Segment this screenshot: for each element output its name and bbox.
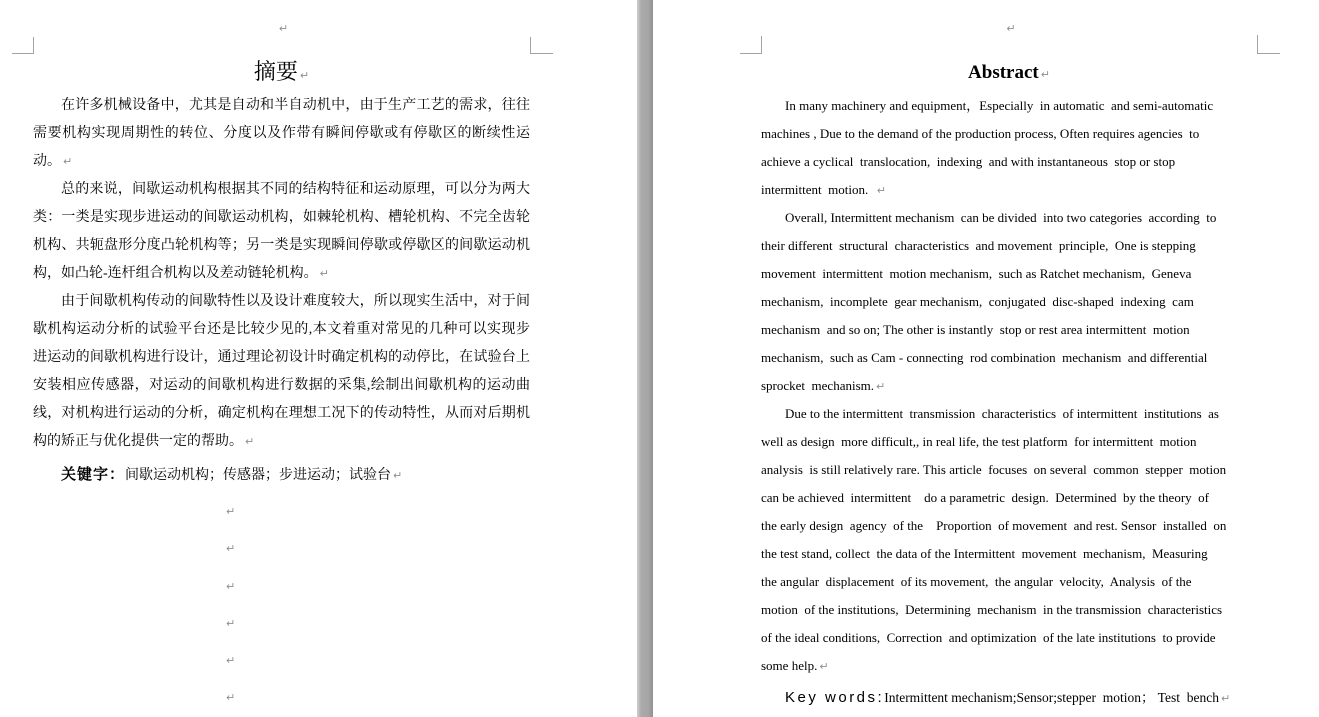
margin-crop-mark — [740, 36, 762, 54]
text-line: mechanism, such as Cam - connecting rod combination mechanism and differential — [761, 350, 1208, 365]
page-right[interactable] — [653, 0, 1319, 717]
margin-crop-mark — [530, 37, 553, 54]
keywords-text: 间歇运动机构；传感器；步进运动；试验台 — [125, 468, 392, 483]
paragraph-mark: ↵ — [226, 654, 236, 667]
keywords-text: Intermittent mechanism;Sensor;stepper motion； Test bench — [884, 690, 1219, 705]
text-line: 在许多机械设备中，尤其是自动和半自动机中，由于生产工艺的需求，往往 — [61, 98, 530, 113]
margin-crop-mark — [12, 37, 34, 54]
text-line: well as design more difficult,, in real life, the test platform for intermittent motion — [761, 434, 1197, 449]
margin-crop-mark — [1257, 35, 1280, 54]
page-gap-divider — [637, 0, 653, 717]
text-line: 安装相应传感器，对运动的间歇机构进行数据的采集,绘制出间歇机构的运动曲 — [33, 378, 530, 393]
text-line: 由于间歇机构传动的间歇特性以及设计难度较大，所以现实生活中，对于间 — [61, 294, 530, 309]
text-line: 机构、共轭盘形分度凸轮机构等；另一类是实现瞬间停歇或停歇区的间歇运动机 — [33, 238, 530, 253]
paragraph-mark: ↵ — [299, 69, 310, 82]
paragraph-mark: ↵ — [876, 380, 886, 393]
text-line: analysis is still relatively rare. This article focuses on several common stepper motion — [761, 462, 1227, 477]
text-line: 线，对机构进行运动的分析，确定机构在理想工况下的传动特性，从而对后期机 — [33, 406, 530, 421]
text-line: the test stand, collect the data of the Intermittent movement mechanism, Measuring — [761, 546, 1208, 561]
text-line: machines , Due to the demand of the production process, Often requires agencies to — [761, 126, 1200, 141]
paragraph-mark: ↵ — [245, 435, 255, 448]
text-line: intermittent motion. ↵ — [761, 182, 886, 197]
paragraph-mark: ↵ — [876, 184, 886, 197]
keywords-label: Key words: — [785, 689, 885, 706]
text-line: 构的矫正与优化提供一定的帮助。 ↵ — [33, 434, 255, 449]
text-line: 进运动的间歇机构进行设计，通过理论初设计时确定机构的动停比，在试验台上 — [33, 350, 530, 365]
left-page-title: 摘要 ↵ — [253, 59, 310, 84]
text-line: sprocket mechanism. ↵ — [761, 378, 886, 393]
text-line: mechanism, incomplete gear mechanism, conjugated disc-shaped indexing cam — [761, 294, 1194, 309]
text-line: mechanism and so on; The other is instantly stop or rest area intermittent motion — [761, 322, 1190, 337]
paragraph-mark: ↵ — [226, 580, 236, 593]
text-line: Due to the intermittent transmission characteristics of intermittent institutions as — [785, 406, 1219, 421]
paragraph-mark: ↵ — [319, 267, 329, 280]
page-left[interactable] — [0, 0, 637, 717]
paragraph-mark: ↵ — [226, 617, 236, 630]
keywords-line — [33, 461, 530, 489]
paragraph-mark: ↵ — [1006, 22, 1016, 35]
paragraph-mark: ↵ — [1040, 68, 1050, 81]
keywords-line — [761, 684, 1257, 712]
text-line: Overall, Intermittent mechanism can be divided into two categories according to — [785, 210, 1217, 225]
paragraph-mark: ↵ — [226, 691, 236, 704]
text-line: 构，如凸轮-连杆组合机构以及差动链轮机构。 ↵ — [33, 266, 329, 281]
paragraph-mark: ↵ — [278, 22, 289, 35]
text-line: the angular displacement of its movement, the angular velocity, Analysis of the — [761, 574, 1192, 589]
paragraph-mark: ↵ — [393, 469, 403, 482]
text-line: achieve a cyclical translocation, indexing and with instantaneous stop or stop — [761, 154, 1176, 169]
text-line: some help. ↵ — [761, 658, 829, 673]
text-line: 歇机构运动分析的试验平台还是比较少见的,本文着重对常见的几种可以实现步 — [33, 322, 530, 337]
paragraph-mark: ↵ — [819, 660, 829, 673]
paragraph-mark: ↵ — [226, 542, 236, 555]
text-line: movement intermittent motion mechanism, such as Ratchet mechanism, Geneva — [761, 266, 1192, 281]
text-line: of the ideal conditions, Correction and optimization of the late institutions to provide — [761, 630, 1216, 645]
text-line: motion of the institutions, Determining mechanism in the transmission characteristics — [761, 602, 1223, 617]
right-page-title: Abstract ↵ — [968, 62, 1050, 83]
keywords-label: 关键字： — [61, 466, 126, 483]
text-line: In many machinery and equipment，Especially in automatic and semi-automatic — [785, 98, 1214, 113]
text-line: 总的来说，间歇运动机构根据其不同的结构特征和运动原理，可以分为两大 — [61, 182, 530, 197]
text-line: can be achieved intermittent do a parametric design. Determined by the theory of — [761, 490, 1209, 505]
text-line: their different structural characteristics and movement principle, One is stepping — [761, 238, 1196, 253]
text-line: the early design agency of the Proportion of movement and rest. Sensor installed on — [761, 518, 1227, 533]
paragraph-mark: ↵ — [226, 505, 236, 518]
text-line: 动。 ↵ — [33, 154, 73, 169]
paragraph-mark: ↵ — [1220, 692, 1231, 705]
paragraph-mark: ↵ — [63, 155, 73, 168]
text-line: 类：一类是实现步进运动的间歇运动机构，如棘轮机构、槽轮机构、不完全齿轮 — [33, 210, 530, 225]
text-line: 需要机构实现周期性的转位、分度以及作带有瞬间停歇或有停歇区的断续性运 — [33, 126, 530, 141]
